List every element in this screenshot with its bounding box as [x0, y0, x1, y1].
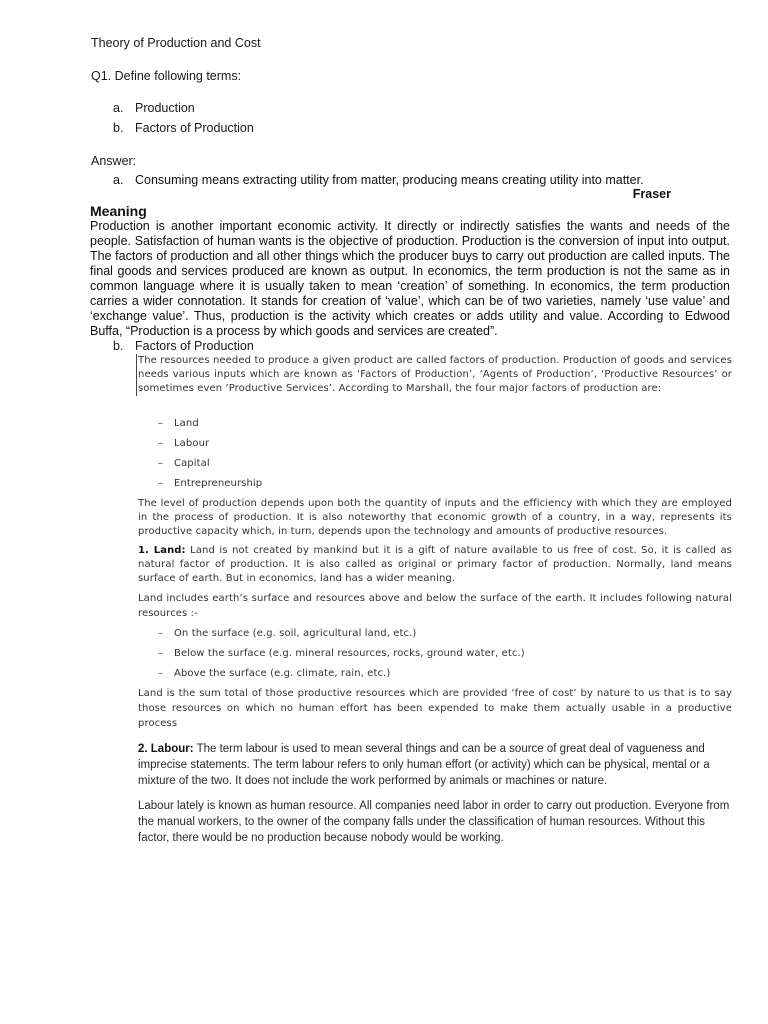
dash-marker: – [158, 478, 164, 489]
land-summary-paragraph: Land is the sum total of those productive resources which are provided ‘free of cost’ by nature to us that is to say those resources on which no human effort has been expended to make them actually usable in a productive process [138, 688, 732, 729]
terms-list [113, 101, 254, 141]
land-includes-paragraph: Land includes earth’s surface and resources above and below the surface of the earth. It includes following natural resources :- [138, 593, 732, 619]
document-title: Theory of Production and Cost [91, 36, 261, 50]
labour-paragraph [138, 741, 730, 789]
answer-label: Answer: [91, 154, 137, 168]
list-item [158, 474, 262, 494]
land-text: Land is not created by mankind but it is a gift of nature available to us free of cost. So, it is called as natural factor of production. It is also called as original or primary factor of production. Normally, land means surface of earth. But in economics, land has a wider meaning. [138, 545, 732, 584]
meaning-heading: Meaning [90, 203, 147, 219]
list-item-label: Entrepreneurship [174, 478, 263, 489]
factors-intro-paragraph: The resources needed to produce a given product are called factors of production. Production of goods and services needs various inputs which are known as ‘Factors of Production’, ‘Agents of Production’, ‘Productive Resources’ or sometimes even ‘Productive Services’. According to Marshall, the four major factors of production are: [138, 355, 732, 394]
dash-marker: – [158, 458, 164, 469]
labour-paragraph-2: Labour lately is known as human resource. All companies need labor in order to carry out production. Everyone from the manual workers, to the owner of the company falls under the classification of human resources. Without this factor, there would be no production because nobody would be working. [138, 800, 730, 844]
dash-marker: – [158, 648, 164, 659]
list-item [113, 121, 254, 141]
dash-marker: – [158, 668, 164, 679]
list-item-label: Below the surface (e.g. mineral resources, rocks, ground water, etc.) [174, 648, 525, 659]
level-paragraph: The level of production depends upon both the quantity of inputs and the efficiency with which they are employed in the process of production. It is also noteworthy that economic growth of a country, in a way, represents its productive capacity which, in turn, depends upon the technology and amounts of productive resources. [138, 498, 732, 537]
list-marker: b. [113, 121, 124, 135]
list-item [158, 414, 262, 434]
list-item [158, 624, 525, 644]
meaning-paragraph: Production is another important economic activity. It directly or indirectly satisfies the wants and needs of the people. Satisfaction of human wants is the objective of production. Production is the conversion of input into output. The factors of production and all other things which the producer buys to carry out production are called inputs. The final goods and services produced are known as output. In economics, the term production is not the same as in common language where it is usually taken to mean ‘creation’ of something. In economics, the term production carries a wider connotation. It stands for creation of ‘value’, which can be of two varieties, namely ‘use value’ and ‘exchange value’. Thus, production is the activity which creates or adds utility and value. According to Edwood Buffa, “Production is a process by which goods and services are created”. [90, 219, 730, 338]
list-marker: a. [113, 173, 124, 187]
land-paragraph [138, 544, 732, 586]
list-item-label: Labour [174, 438, 210, 449]
question-heading: Q1. Define following terms: [91, 69, 242, 83]
dash-marker: – [158, 628, 164, 639]
quote-attribution: Fraser [632, 187, 671, 201]
natural-resources-list [158, 624, 525, 684]
dash-marker: – [158, 418, 164, 429]
list-item-label: Above the surface (e.g. climate, rain, etc.) [174, 668, 391, 679]
list-marker: a. [113, 101, 124, 115]
factors-heading-label: Factors of Production [135, 339, 254, 353]
list-marker: b. [113, 339, 124, 353]
list-item [158, 434, 262, 454]
list-item-label: Factors of Production [135, 121, 254, 135]
list-item [113, 101, 254, 121]
answer-a [113, 173, 644, 187]
answer-a-text: Consuming means extracting utility from matter, producing means creating utility into matter. [135, 173, 644, 187]
list-item [158, 644, 525, 664]
list-item-label: Capital [174, 458, 210, 469]
labour-heading: 2. Labour: [138, 743, 194, 755]
list-item-label: On the surface (e.g. soil, agricultural land, etc.) [174, 628, 417, 639]
factors-heading [113, 339, 254, 353]
list-item [158, 454, 262, 474]
list-item-label: Land [174, 418, 199, 429]
factors-list [158, 414, 262, 494]
list-item [158, 664, 525, 684]
dash-marker: – [158, 438, 164, 449]
list-item-label: Production [135, 101, 195, 115]
land-heading: 1. Land: [138, 545, 186, 556]
labour-text: The term labour is used to mean several things and can be a source of great deal of vagueness and imprecise statements. The term labour refers to only human effort (or activity) which can be physical, mental or a mixture of the two. It does not include the work performed by animals or machines or nature. [138, 743, 710, 787]
